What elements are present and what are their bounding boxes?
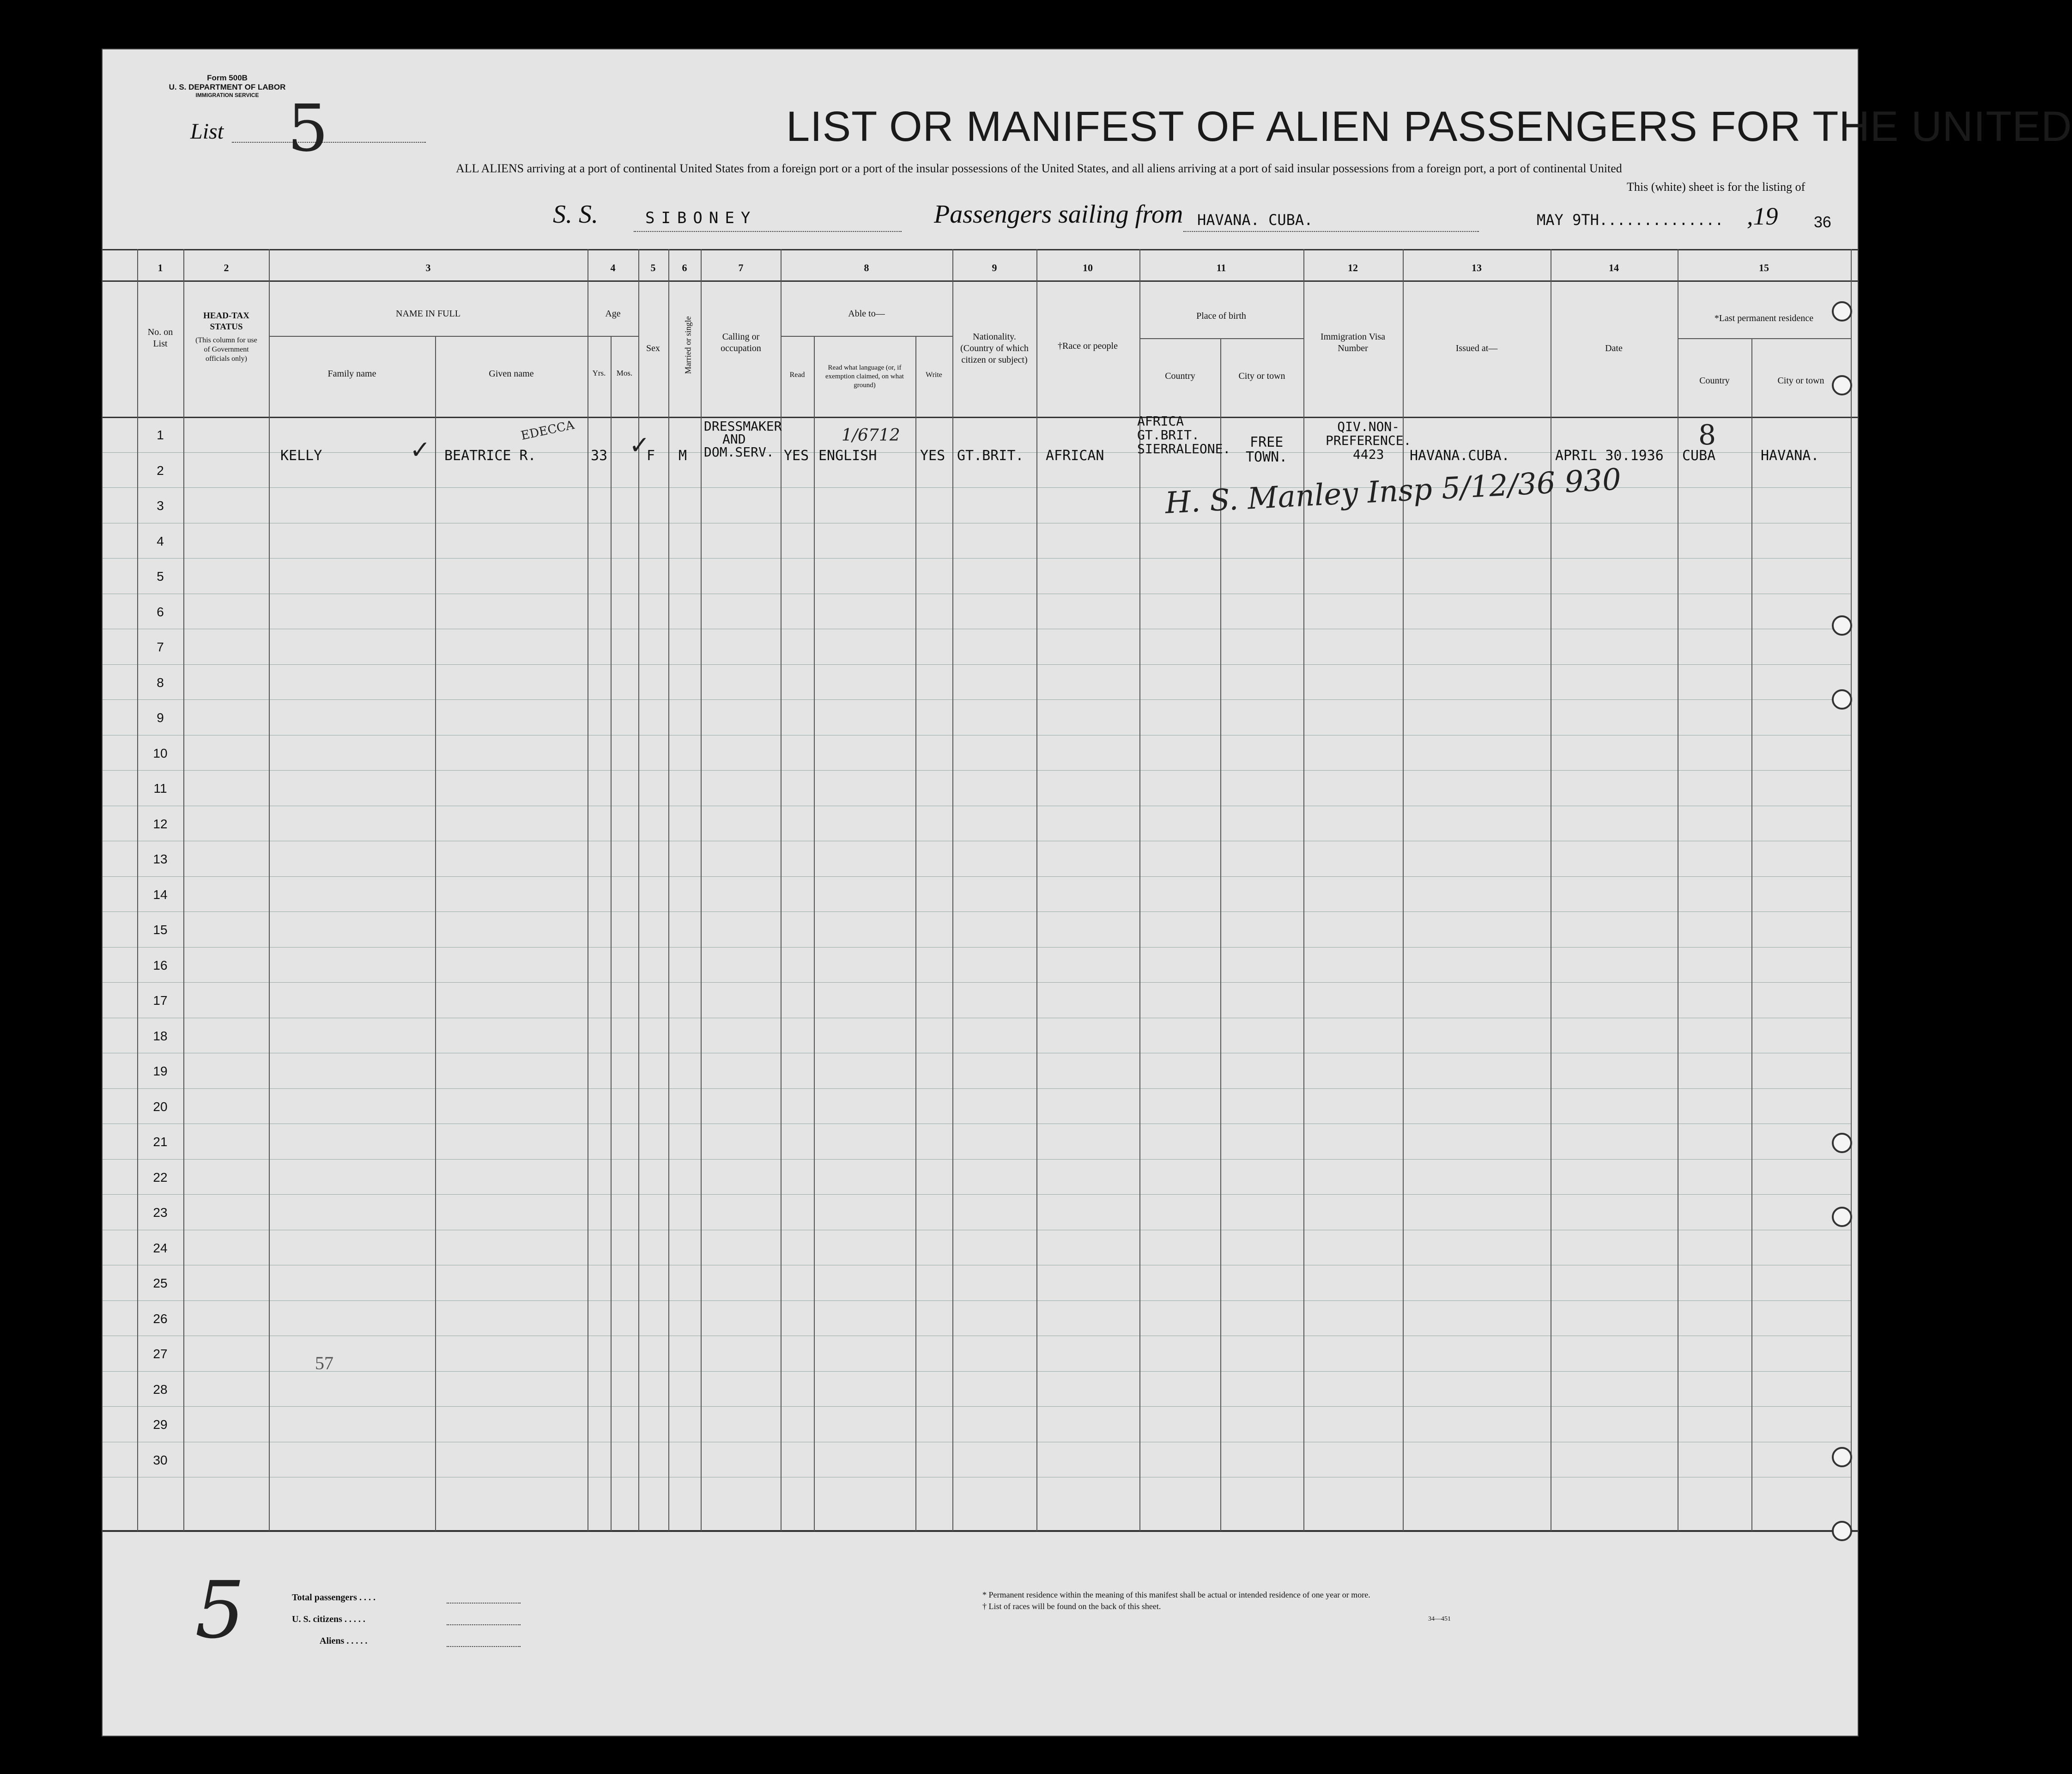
given-name-value: BEATRICE R. [444, 448, 536, 464]
row-rule [103, 982, 1851, 983]
row-number: 16 [153, 958, 168, 972]
table-top-rule [103, 249, 1858, 250]
row27-annotation: 57 [315, 1353, 333, 1373]
col-divider [435, 336, 436, 1531]
row-number: 26 [153, 1311, 168, 1326]
port-line [1183, 231, 1479, 232]
language-value: ENGLISH [818, 448, 877, 464]
read-value: YES [784, 448, 809, 464]
hdr-married: Married or single [683, 316, 693, 374]
res-country-annotation: 8 [1698, 419, 1716, 451]
list-number: 5 [287, 91, 329, 166]
occupation-line-1: DRESSMAKER [704, 419, 782, 434]
able-subrule [781, 336, 952, 337]
row-number: 11 [153, 781, 167, 796]
binder-hole [1832, 615, 1852, 636]
birth-country-line-3: SIERRALEONE. [1137, 441, 1231, 456]
list-label: List [190, 119, 224, 144]
row-number: 14 [153, 887, 168, 902]
col-num-8: 8 [864, 262, 869, 273]
row-rule [103, 664, 1851, 665]
issued-at-value: HAVANA.CUBA. [1410, 448, 1510, 464]
row-number: 18 [153, 1028, 168, 1043]
hdr-issued-at: Issued at— [1455, 343, 1498, 353]
manifest-sheet [102, 49, 2072, 1737]
row-rule [103, 699, 1851, 700]
subtitle-line-1: ALL ALIENS arriving at a port of continental United States from a foreign port or a port of the insular possessions of the United States, and all aliens arriving at a port of said insular possessions from a foreign port, a port of continental United [456, 162, 1622, 175]
hdr-family-name: Family name [327, 369, 376, 379]
inspector-signature: H. S. Manley Insp 5/12/36 930 [1164, 462, 1622, 521]
binder-hole [1832, 1447, 1852, 1467]
birth-city-line-2: TOWN. [1246, 449, 1288, 465]
row-number: 30 [153, 1452, 168, 1467]
row-number: 20 [153, 1099, 168, 1114]
hdr-age-yrs: Yrs. [592, 369, 606, 377]
row-number: 21 [153, 1135, 168, 1149]
hdr-age: Age [605, 309, 621, 319]
birth-subrule [1139, 338, 1303, 339]
row-rule [103, 1194, 1851, 1195]
row-number: 5 [157, 569, 164, 583]
col-divider [1751, 338, 1752, 1531]
row-number: 13 [153, 852, 168, 866]
row-rule [103, 558, 1851, 559]
aliens-line [447, 1646, 521, 1647]
birth-city-value [1246, 435, 1287, 465]
row-number: 3 [157, 498, 164, 513]
col-num-7: 7 [738, 262, 744, 273]
col-num-10: 10 [1083, 262, 1093, 273]
departure-port: HAVANA. CUBA. [1197, 211, 1313, 229]
row-number: 1 [157, 428, 164, 442]
service-name: IMMIGRATION SERVICE [195, 92, 259, 98]
binder-hole [1832, 1133, 1852, 1153]
hdr-no-on-list: No. on List [147, 327, 173, 349]
row-number: 24 [153, 1240, 168, 1255]
hdr-date: Date [1605, 343, 1623, 353]
binder-hole [1832, 1521, 1852, 1541]
occupation-line-2: AND [722, 431, 746, 447]
col-divider [952, 249, 953, 1531]
row-number: 17 [153, 993, 168, 1008]
col-divider [1303, 249, 1304, 1531]
birth-country-line-1: AFRICA [1137, 413, 1184, 429]
hdr-able-to: Able to— [848, 309, 885, 319]
row-number: 2 [157, 463, 164, 478]
hdr-last-residence: *Last permanent residence [1714, 313, 1814, 323]
row-number: 25 [153, 1276, 168, 1290]
col-num-13: 13 [1472, 262, 1482, 273]
checkmark-icon: ✓ [410, 435, 431, 464]
col-num-4: 4 [610, 262, 616, 273]
us-citizens-label: U. S. citizens . . . . . [292, 1614, 365, 1624]
year-prefix: ,19 [1747, 202, 1778, 230]
age-subrule [588, 336, 638, 337]
col-num-5: 5 [650, 262, 656, 273]
table-bottom-rule [103, 1530, 1858, 1532]
row-number: 28 [153, 1382, 168, 1397]
age-value: 33 [591, 448, 608, 464]
marital-value: M [679, 448, 687, 464]
hdr-res-country: Country [1699, 376, 1730, 386]
nationality-value: GT.BRIT. [957, 448, 1024, 464]
hdr-head-tax-note: (This column for use of Government officials only) [195, 336, 257, 363]
col-divider [668, 249, 669, 1531]
col-num-9: 9 [992, 262, 997, 273]
col-divider [1036, 249, 1037, 1531]
row-number: 6 [157, 604, 164, 619]
total-passengers-label: Total passengers . . . . [292, 1592, 376, 1603]
hdr-nationality: Nationality. (Country of which citizen or subject) [960, 332, 1029, 365]
binder-hole [1832, 375, 1852, 395]
footnote-code: 34—451 [1428, 1616, 1451, 1622]
bottom-tally-number: 5 [195, 1565, 245, 1656]
birth-country-value [1137, 414, 1230, 456]
hdr-given-name: Given name [489, 369, 534, 379]
hdr-visa-number: Immigration Visa Number [1320, 332, 1386, 353]
row-rule [103, 1159, 1851, 1160]
row-number: 9 [157, 711, 164, 725]
visa-line-3: 4423 [1353, 447, 1384, 462]
hdr-place-of-birth: Place of birth [1196, 311, 1246, 321]
footnote-races: † List of races will be found on the back of this sheet. [982, 1602, 1161, 1611]
department-name: U. S. DEPARTMENT OF LABOR [169, 83, 286, 91]
subtitle-line-2: This (white) sheet is for the listing of [1627, 180, 1805, 194]
year-suffix: 36 [1814, 213, 1831, 231]
row-number: 4 [157, 534, 164, 548]
visa-value [1326, 420, 1411, 462]
col-divider [701, 249, 702, 1531]
row-rule [103, 770, 1851, 771]
language-annotation: 1/6712 [842, 426, 900, 445]
hdr-res-city: City or town [1777, 376, 1824, 386]
row-number: 8 [157, 675, 164, 690]
row-number: 10 [153, 746, 168, 760]
form-number: Form 500B [207, 73, 248, 82]
col-num-12: 12 [1348, 262, 1358, 273]
row-rule [103, 947, 1851, 948]
ship-name: SIBONEY [645, 209, 757, 227]
row-number: 15 [153, 923, 168, 937]
manifest-title: LIST OR MANIFEST OF ALIEN PASSENGERS FOR THE UNITED [786, 103, 2072, 150]
binder-hole [1832, 1207, 1852, 1227]
header-bottom-rule [103, 417, 1858, 418]
row-rule [103, 1300, 1851, 1301]
col-num-1: 1 [158, 262, 163, 273]
given-name-annotation: EDECCA [520, 418, 576, 443]
aliens-label: Aliens . . . . . [320, 1636, 368, 1646]
hdr-read-language: Read what language (or, if exemption claimed, on what ground) [825, 364, 904, 389]
list-number-line [232, 142, 426, 143]
hdr-age-mos: Mos. [616, 369, 633, 377]
hdr-race: †Race or people [1058, 341, 1118, 351]
col-divider [611, 336, 612, 1531]
row-rule [103, 1406, 1851, 1407]
col-num-15: 15 [1759, 262, 1769, 273]
departure-date: MAY 9TH.............. [1537, 211, 1724, 229]
row-rule [103, 911, 1851, 912]
hdr-birth-country: Country [1165, 371, 1195, 381]
hdr-write: Write [926, 371, 942, 379]
form-header [144, 73, 310, 98]
ship-line [634, 231, 902, 232]
binder-hole [1832, 689, 1852, 710]
us-citizens-line [447, 1624, 521, 1625]
occupation-value [704, 420, 782, 459]
residence-subrule [1678, 338, 1851, 339]
write-value: YES [920, 448, 945, 464]
occupation-line-3: DOM.SERV. [704, 444, 774, 460]
col-num-3: 3 [425, 262, 431, 273]
row-rule [103, 1088, 1851, 1089]
col-divider [814, 336, 815, 1531]
visa-line-2: PREFERENCE. [1326, 433, 1412, 448]
total-passengers-line [447, 1603, 521, 1604]
birth-city-line-1: FREE [1250, 434, 1284, 450]
hdr-head-tax: HEAD-TAX STATUS [203, 311, 249, 332]
footnote-permanent: * Permanent residence within the meaning of this manifest shall be actual or intended residence of one year or more. [982, 1590, 1370, 1599]
family-name-value: KELLY [280, 448, 322, 464]
col-divider [183, 249, 184, 1531]
col-num-2: 2 [224, 262, 229, 273]
row-rule [103, 876, 1851, 877]
row-number: 7 [157, 640, 164, 654]
ss-label: S. S. [553, 200, 598, 229]
checkmark-icon: ✓ [629, 431, 650, 460]
col-num-14: 14 [1609, 262, 1619, 273]
row-number: 19 [153, 1064, 168, 1078]
hdr-read: Read [789, 371, 805, 379]
col-num-11: 11 [1216, 262, 1226, 273]
row-number: 22 [153, 1170, 168, 1185]
sex-value: F [647, 448, 655, 464]
birth-country-line-2: GT.BRIT. [1137, 427, 1200, 443]
row-number: 12 [153, 816, 168, 831]
hdr-calling: Calling or occupation [721, 332, 761, 353]
col-num-6: 6 [682, 262, 687, 273]
hdr-sex: Sex [646, 343, 660, 353]
sailing-from-label: Passengers sailing from [934, 200, 1183, 229]
res-country-value: CUBA [1682, 448, 1716, 464]
row-number: 29 [153, 1417, 168, 1432]
col-divider [137, 249, 138, 1531]
res-city-value: HAVANA. [1761, 448, 1819, 464]
hdr-birth-city: City or town [1238, 371, 1285, 381]
colnum-rule [103, 280, 1858, 282]
visa-line-1: QIV.NON- [1337, 419, 1400, 434]
race-value: AFRICAN [1046, 448, 1104, 464]
row-number: 23 [153, 1205, 168, 1220]
issue-date-value: APRIL 30.1936 [1555, 448, 1664, 464]
hdr-name-in-full: NAME IN FULL [396, 309, 460, 319]
col-divider [269, 249, 270, 1531]
binder-hole [1832, 301, 1852, 322]
row-rule [103, 1371, 1851, 1372]
col-divider [1851, 249, 1852, 1531]
name-subrule [269, 336, 588, 337]
col-divider [915, 336, 916, 1531]
row-number: 27 [153, 1347, 168, 1361]
